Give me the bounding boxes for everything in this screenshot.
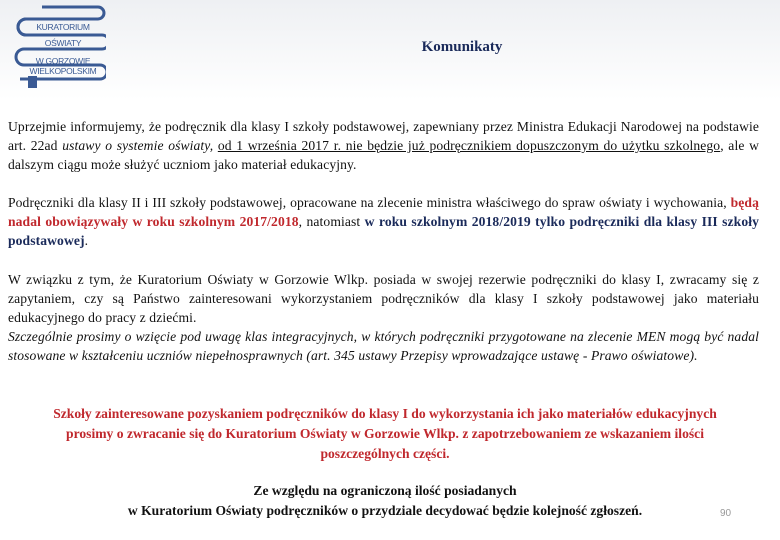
paragraph-1 (8, 117, 759, 174)
text: W związku z tym, że Kuratorium Oświaty w Gorzowie Wlkp. posiada w swojej rezerwie podręczniki do klasy I, zwracamy się z zapytaniem, czy są Państwo zainteresowani wykorzystaniem podręczników dla klasy I szkoły podstawowej jako materiału edukacyjnego do pracy z dziećmi. (8, 272, 759, 325)
notice-black (20, 481, 750, 521)
text: w Kuratorium Oświaty podręczników o przydziale decydować będzie kolejność zgłoszeń. (127, 503, 643, 518)
text: , ale w dalszym ciągu może służyć uczniom jako materiał edukacyjny. (8, 138, 759, 172)
text: Ze względu na ograniczoną ilość posiadanych (253, 483, 517, 498)
text: ustawy o systemie oświaty, (62, 138, 214, 153)
logo-text: W GORZOWIE (35, 56, 91, 66)
page-number: 90 (720, 508, 732, 519)
text: od 1 września 2017 r. nie będzie już podręcznikiem dopuszczonym do użytku szkolnego (217, 138, 721, 153)
text: będą nadal obowiązywały w roku szkolnym 2017/2018 (8, 195, 759, 229)
text: . (84, 233, 89, 248)
text: Szczególnie prosimy o wzięcie pod uwagę klas integracyjnych, w których podręczniki przygotowane na zlecenie MEN mogą być nadal stosowane w kształceniu uczniów niepełnosprawnych (art. 345 ustawy Przepisy wprowadzające ustawę - Prawo oświatowe). (8, 329, 759, 363)
text: , natomiast (298, 214, 365, 229)
paragraph-2 (8, 193, 759, 250)
paragraph-3 (8, 270, 759, 365)
text: Uprzejmie informujemy, że podręcznik dla klasy I szkoły podstawowej, zapewniany przez Ministra Edukacji Narodowej na podstawie art. 22ad (8, 119, 759, 153)
notice-red: Szkoły zainteresowane pozyskaniem podręczników do klasy I do wykorzystania ich jako materiałów edukacyjnych prosimy o zwracanie się do Kuratorium Oświaty w Gorzowie Wlkp. z zapotrzebowaniem ze wskazaniem ilości poszczególnych części. (53, 406, 717, 461)
text: w roku szkolnym 2018/2019 tylko podręczniki dla klasy III szkoły podstawowej (8, 214, 759, 248)
logo-text: WIELKOPOLSKIM (29, 66, 97, 76)
page-title: Komunikaty (421, 39, 503, 55)
text: Podręczniki dla klasy II i III szkoły podstawowej, opracowane na zlecenie ministra właściwego do spraw oświaty i wychowania, (8, 195, 731, 210)
logo-text: KURATORIUM (36, 22, 90, 32)
logo-text: OŚWIATY (44, 38, 82, 48)
